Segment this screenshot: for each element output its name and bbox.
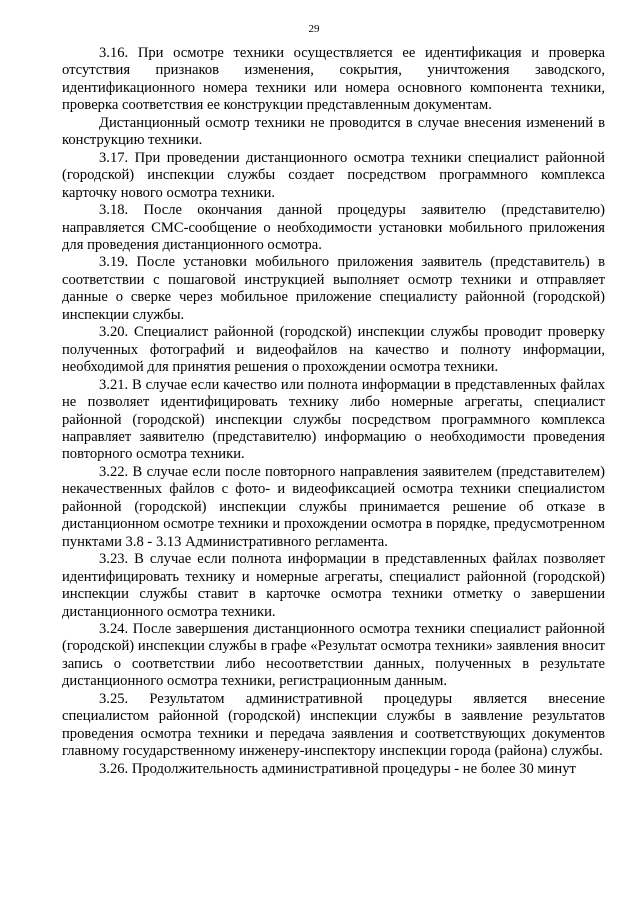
paragraph-3-19: 3.19. После установки мобильного приложения заявитель (представитель) в соответствии с пошаговой инструкцией выполняет осмотр техники и отправляет данные о сверке через мобильное приложение специалисту районной (городской) инспекции службы. <box>62 254 605 323</box>
paragraph-3-21: 3.21. В случае если качество или полнота информации в представленных файлах не позволяет идентифицировать технику либо номерные агрегаты, специалист районной (городской) инспекции службы посредством программного комплекса направляет заявителю (представителю) информацию о необходимости проведения повторного осмотра техники. <box>62 376 605 463</box>
paragraph-3-25: 3.25. Результатом административной процедуры является внесение специалистом районной (городской) инспекции службы в заявление результатов проведения осмотра техники и передача заявления и соответствующих документов главному государственному инженеру-инспектору инспекции города (района) службы. <box>62 690 605 760</box>
paragraph-remote-inspection-note: Дистанционный осмотр техники не проводится в случае внесения изменений в конструкцию техники. <box>62 114 605 149</box>
paragraph-3-24: 3.24. После завершения дистанционного осмотра техники специалист районной (городской) инспекции службы в графе «Результат осмотра техники» заявления вносит запись о соответствии либо несоответствии данных, полученных в результате дистанционного осмотра техники, регистрационным данным. <box>62 620 605 690</box>
document-body <box>62 45 605 778</box>
paragraph-3-17: 3.17. При проведении дистанционного осмотра техники специалист районной (городской) инспекции службы создает посредством программного комплекса карточку нового осмотра техники. <box>62 149 605 201</box>
paragraph-3-18: 3.18. После окончания данной процедуры заявителю (представителю) направляется СМС-сообщение о необходимости установки мобильного приложения для проведения дистанционного осмотра. <box>62 202 605 253</box>
paragraph-3-16: 3.16. При осмотре техники осуществляется ее идентификация и проверка отсутствия признаков изменения, сокрытия, уничтожения заводского, идентификационного номера техники или номера основного компонента техники, проверка соответствия ее конструкции представленным документам. <box>62 45 605 114</box>
paragraph-3-22: 3.22. В случае если после повторного направления заявителем (представителем) некачественных файлов с фото- и видеофиксацией осмотра техники специалистом районной (городской) инспекции службы принимается решение об отказе в дистанционном осмотре техники и прохождении осмотра в порядке, предусмотренном пунктами 3.8 - 3.13 Административного регламента. <box>62 463 605 550</box>
paragraph-3-20: 3.20. Специалист районной (городской) инспекции службы проводит проверку полученных фотографий и видеофайлов на качество и полноту информации, необходимой для принятия решения о прохождении осмотра техники. <box>62 324 605 376</box>
paragraph-3-23: 3.23. В случае если полнота информации в представленных файлах позволяет идентифицировать технику и номерные агрегаты, специалист районной (городской) инспекции службы ставит в карточке осмотра техники отметку о завершении дистанционного осмотра техники. <box>62 551 605 620</box>
page-number: 29 <box>308 23 320 35</box>
paragraph-3-26: 3.26. Продолжительность административной процедуры - не более 30 минут <box>99 760 576 777</box>
